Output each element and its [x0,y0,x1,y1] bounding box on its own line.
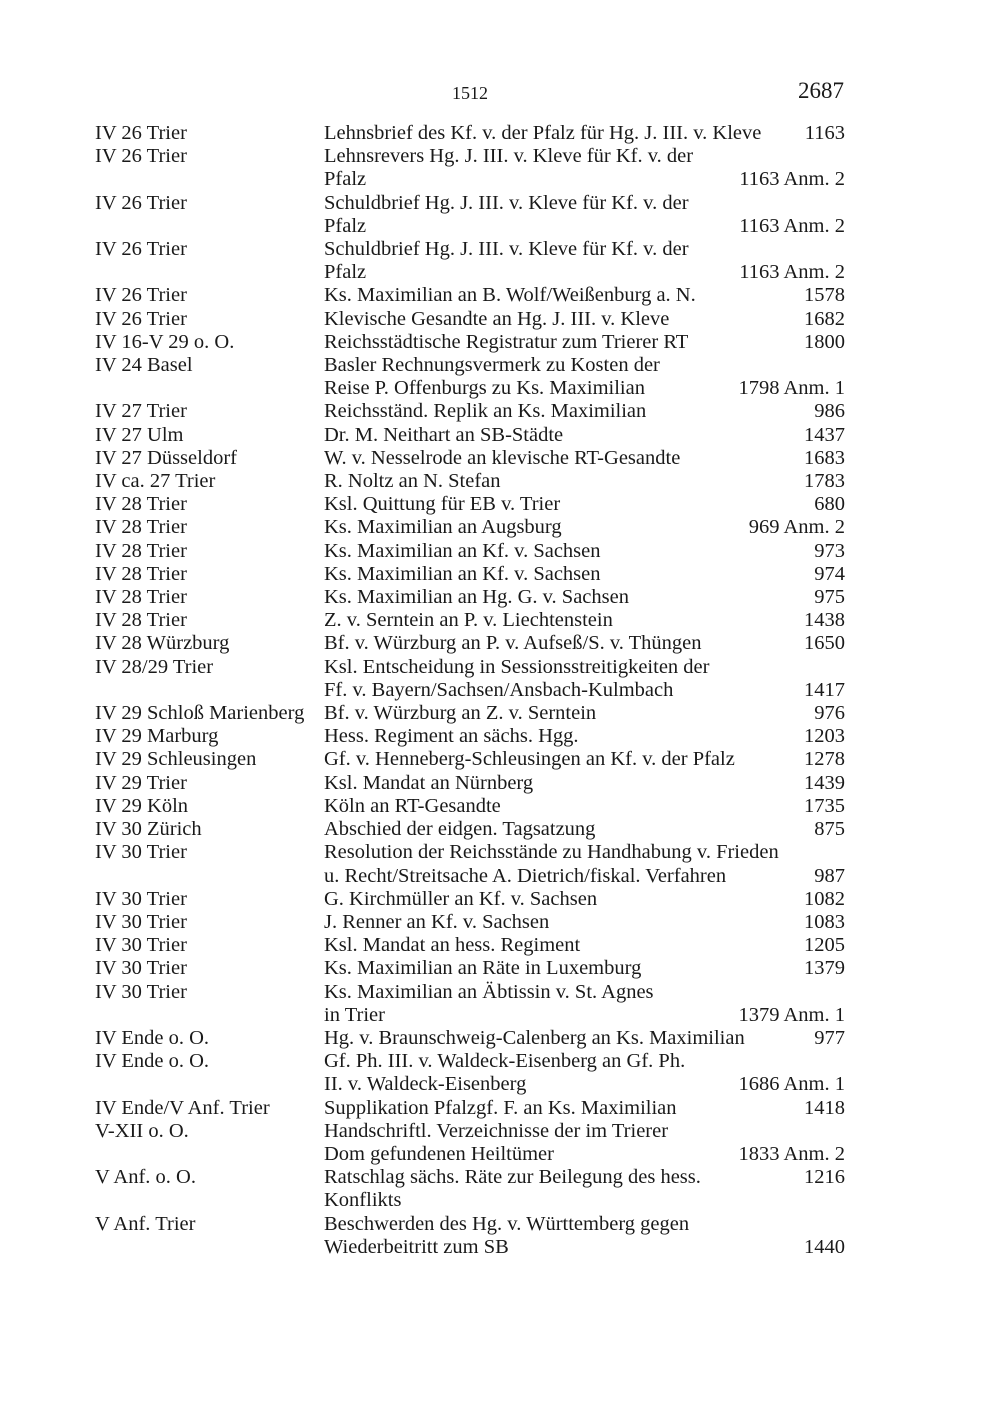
entry-reference: 1278 [804,748,845,771]
entry-date: IV 28/29 Trier [95,655,214,678]
entry-description: Dom gefundenen Heiltümer [324,1142,554,1165]
entry-reference: 1163 [804,122,845,144]
entry-description: Ks. Maximilian an Augsburg [324,516,562,539]
entry-body [324,1120,845,1166]
register-entry [95,981,845,1027]
entry-description: Reise P. Offenburgs zu Ks. Maximilian [324,377,645,400]
entry-description: Gf. Ph. III. v. Waldeck-Eisenberg an Gf. Ph. [324,1050,686,1073]
entry-description: Reichsstädtische Registratur zum Trierer RT [324,330,689,353]
entry-body [324,586,845,609]
entry-description: Ksl. Entscheidung in Sessionsstreitigkeiten der [324,655,710,678]
entry-description: Ks. Maximilian an Räte in Luxemburg [324,957,642,980]
entry-line [324,424,845,447]
entry-reference: 875 [814,818,845,841]
register-list [95,122,845,1259]
entry-description: Schuldbrief Hg. J. III. v. Kleve für Kf. v. der [324,191,689,214]
entry-description: Pfalz [324,168,367,191]
entry-date: IV 28 Trier [95,562,187,585]
entry-body [324,632,845,655]
register-entry [95,795,845,818]
entry-body [324,1213,845,1259]
entry-line [324,470,845,493]
entry-reference: 973 [814,539,845,562]
entry-line [324,1073,845,1096]
entry-line [324,1236,845,1259]
entry-description: Ratschlag sächs. Räte zur Beilegung des hess. [324,1166,701,1189]
entry-description: Ksl. Mandat an hess. Regiment [324,934,581,957]
entry-date: IV 29 Schleusingen [95,748,257,771]
register-entry [95,772,845,795]
entry-description: W. v. Nesselrode an klevische RT-Gesandte [324,446,681,469]
entry-date: IV Ende/V Anf. Trier [95,1096,270,1119]
entry-line [324,215,845,238]
entry-line [324,331,845,354]
entry-reference: 1798 Anm. 1 [738,377,845,400]
entry-description: Abschied der eidgen. Tagsatzung [324,818,596,841]
entry-date: V Anf. Trier [95,1212,196,1235]
register-entry [95,331,845,354]
entry-reference: 975 [814,586,845,609]
entry-description: R. Noltz an N. Stefan [324,470,501,493]
entry-body [324,888,845,911]
register-entry [95,586,845,609]
entry-date: IV Ende o. O. [95,1026,210,1049]
entry-body [324,470,845,493]
entry-line [324,284,845,307]
entry-description: Resolution der Reichsstände zu Handhabung v. Frieden [324,841,779,864]
entry-reference: 1800 [804,330,845,353]
entry-line [324,865,845,888]
entry-description: Ksl. Mandat an Nürnberg [324,771,534,794]
entry-description: Köln an RT-Gesandte [324,794,501,817]
entry-reference: 1163 Anm. 2 [739,214,845,237]
entry-body [324,145,845,191]
register-entry [95,400,845,423]
entry-line [324,702,845,725]
entry-reference: 1682 [804,307,845,330]
entry-reference: 1683 [804,446,845,469]
entry-reference: 1205 [804,934,845,957]
entry-description: J. Renner an Kf. v. Sachsen [324,910,550,933]
entry-date: IV 26 Trier [95,145,187,168]
entry-body [324,122,845,145]
entry-line [324,818,845,841]
entry-reference: 977 [814,1026,845,1049]
entry-reference: 1203 [804,725,845,748]
entry-body [324,1097,845,1120]
entry-reference: 1578 [804,284,845,307]
entry-date: IV 28 Trier [95,493,187,516]
entry-body [324,1027,845,1050]
entry-date: IV 30 Trier [95,957,187,980]
entry-line [324,377,845,400]
entry-body [324,772,845,795]
entry-date: IV 28 Trier [95,609,187,632]
register-entry [95,1120,845,1166]
entry-description: Ks. Maximilian an B. Wolf/Weißenburg a. N. [324,284,696,307]
register-entry [95,122,845,145]
register-entry [95,1097,845,1120]
entry-body [324,331,845,354]
entry-line [324,1027,845,1050]
entry-description: Wiederbeitritt zum SB [324,1235,509,1258]
entry-line [324,748,845,771]
entry-date: IV 27 Trier [95,400,187,423]
entry-line [324,1004,845,1027]
entry-line [324,934,845,957]
entry-date: IV ca. 27 Trier [95,470,216,493]
entry-line [324,632,845,655]
entry-reference: 1437 [804,423,845,446]
register-entry [95,354,845,400]
entry-description: Ks. Maximilian an Äbtissin v. St. Agnes [324,980,654,1003]
entry-description: Bf. v. Würzburg an P. v. Aufseß/S. v. Thüngen [324,632,702,655]
entry-body [324,540,845,563]
entry-date: V-XII o. O. [95,1119,189,1142]
register-entry [95,748,845,771]
entry-date: IV 30 Zürich [95,818,202,841]
register-entry [95,632,845,655]
register-entry [95,609,845,632]
entry-line [324,725,845,748]
register-entry [95,424,845,447]
entry-reference: 1735 [804,794,845,817]
entry-body [324,795,845,818]
entry-description: in Trier [324,1003,385,1026]
entry-line [324,1166,845,1189]
entry-date: IV 29 Trier [95,771,187,794]
register-entry [95,725,845,748]
entry-description: Dr. M. Neithart an SB-Städte [324,423,564,446]
entry-date: IV 30 Trier [95,841,187,864]
entry-body [324,748,845,771]
entry-line [324,795,845,818]
entry-body [324,1166,845,1212]
entry-description: u. Recht/Streitsache A. Dietrich/fiskal. Verfahren [324,864,727,887]
entry-body [324,516,845,539]
entry-line [324,586,845,609]
entry-date: IV 30 Trier [95,980,187,1003]
entry-reference: 986 [814,400,845,423]
entry-date: IV 30 Trier [95,910,187,933]
register-entry [95,1166,845,1212]
entry-body [324,702,845,725]
register-entry [95,145,845,191]
entry-description: Ks. Maximilian an Hg. G. v. Sachsen [324,586,629,609]
entry-line [324,609,845,632]
entry-description: Handschriftl. Verzeichnisse der im Trierer [324,1119,669,1142]
register-entry [95,447,845,470]
entry-date: IV Ende o. O. [95,1050,210,1073]
register-entry [95,284,845,307]
entry-reference: 1439 [804,771,845,794]
entry-line [324,679,845,702]
entry-body [324,911,845,934]
entry-body [324,934,845,957]
entry-description: Ks. Maximilian an Kf. v. Sachsen [324,539,601,562]
entry-date: IV 28 Trier [95,586,187,609]
entry-body [324,424,845,447]
entry-body [324,725,845,748]
entry-date: IV 29 Köln [95,794,189,817]
register-entry [95,238,845,284]
register-entry [95,656,845,702]
register-entry [95,957,845,980]
entry-body [324,354,845,400]
entry-line [324,261,845,284]
entry-body [324,841,845,887]
entry-body [324,1050,845,1096]
entry-line [324,772,845,795]
entry-date: IV 26 Trier [95,191,187,214]
entry-description: Ksl. Quittung für EB v. Trier [324,493,561,516]
entry-date: IV 29 Schloß Marienberg [95,702,305,725]
entry-line [324,888,845,911]
entry-reference: 1082 [804,887,845,910]
entry-description: Pfalz [324,214,367,237]
entry-date: V Anf. o. O. [95,1166,196,1189]
entry-body [324,957,845,980]
entry-date: IV 27 Düsseldorf [95,446,237,469]
entry-line [324,1143,845,1166]
entry-body [324,447,845,470]
entry-line [324,168,845,191]
entry-line [324,400,845,423]
entry-line [324,911,845,934]
register-entry [95,192,845,238]
entry-reference: 1650 [804,632,845,655]
register-entry [95,934,845,957]
entry-date: IV 26 Trier [95,122,187,144]
entry-body [324,192,845,238]
entry-body [324,284,845,307]
entry-date: IV 16-V 29 o. O. [95,330,235,353]
entry-reference: 1083 [804,910,845,933]
entry-description: Ff. v. Bayern/Sachsen/Ansbach-Kulmbach [324,678,674,701]
entry-date: IV 27 Ulm [95,423,184,446]
entry-date: IV 29 Marburg [95,725,219,748]
page-number: 2687 [798,78,844,103]
entry-description: Supplikation Pfalzgf. F. an Ks. Maximilian [324,1096,677,1119]
entry-reference: 1418 [804,1096,845,1119]
entry-description: Ks. Maximilian an Kf. v. Sachsen [324,562,601,585]
entry-reference: 969 Anm. 2 [748,516,845,539]
entry-description: Hess. Regiment an sächs. Hgg. [324,725,579,748]
entry-date: IV 30 Trier [95,887,187,910]
register-entry [95,493,845,516]
entry-date: IV 30 Trier [95,934,187,957]
entry-line [324,1097,845,1120]
entry-date: IV 26 Trier [95,238,187,261]
entry-description: Schuldbrief Hg. J. III. v. Kleve für Kf. v. der [324,238,689,261]
entry-line [324,122,845,145]
entry-reference: 1163 Anm. 2 [739,168,845,191]
register-entry [95,1050,845,1096]
register-entry [95,470,845,493]
entry-line [324,563,845,586]
register-entry [95,563,845,586]
entry-description: Konflikts [324,1189,402,1212]
entry-description: Hg. v. Braunschweig-Calenberg an Ks. Maximilian [324,1026,745,1049]
entry-description: Basler Rechnungsvermerk zu Kosten der [324,354,660,377]
register-entry [95,1213,845,1259]
entry-date: IV 24 Basel [95,354,193,377]
entry-reference: 680 [814,493,845,516]
entry-description: Beschwerden des Hg. v. Württemberg gegen [324,1212,690,1235]
entry-reference: 976 [814,702,845,725]
entry-body [324,400,845,423]
entry-description: Pfalz [324,261,367,284]
entry-description: Lehnsrevers Hg. J. III. v. Kleve für Kf. v. der [324,145,694,168]
entry-body [324,609,845,632]
entry-date: IV 28 Trier [95,539,187,562]
entry-date: IV 28 Trier [95,516,187,539]
entry-reference: 1783 [804,470,845,493]
entry-body [324,493,845,516]
register-entry [95,818,845,841]
register-entry [95,888,845,911]
page-header [0,78,1004,108]
entry-line [324,447,845,470]
register-entry [95,702,845,725]
register-entry [95,911,845,934]
entry-reference: 1417 [804,678,845,701]
entry-line [324,516,845,539]
entry-reference: 1686 Anm. 1 [738,1073,845,1096]
entry-body [324,238,845,284]
register-entry [95,1027,845,1050]
entry-description: Reichsständ. Replik an Ks. Maximilian [324,400,647,423]
entry-reference: 1163 Anm. 2 [739,261,845,284]
entry-description: G. Kirchmüller an Kf. v. Sachsen [324,887,598,910]
entry-description: Lehnsbrief des Kf. v. der Pfalz für Hg. J. III. v. Kleve [324,122,762,144]
register-entry [95,841,845,887]
entry-line [324,308,845,331]
entry-line [324,957,845,980]
entry-description: Klevische Gesandte an Hg. J. III. v. Kleve [324,307,670,330]
entry-line [324,493,845,516]
entry-description: II. v. Waldeck-Eisenberg [324,1073,527,1096]
entry-description: Gf. v. Henneberg-Schleusingen an Kf. v. der Pfalz [324,748,735,771]
entry-reference: 1833 Anm. 2 [738,1142,845,1165]
entry-body [324,308,845,331]
entry-body [324,656,845,702]
entry-reference: 1379 Anm. 1 [738,1003,845,1026]
register-entry [95,308,845,331]
register-entry [95,540,845,563]
entry-reference: 1438 [804,609,845,632]
entry-reference: 974 [814,562,845,585]
entry-reference: 1216 [804,1166,845,1189]
entry-description: Bf. v. Würzburg an Z. v. Serntein [324,702,597,725]
entry-reference: 1379 [804,957,845,980]
entry-reference: 987 [814,864,845,887]
entry-reference: 1440 [804,1235,845,1258]
register-entry [95,516,845,539]
entry-date: IV 26 Trier [95,307,187,330]
page-year: 1512 [452,83,488,103]
entry-description: Z. v. Serntein an P. v. Liechtenstein [324,609,613,632]
entry-line [324,540,845,563]
entry-body [324,818,845,841]
entry-body [324,981,845,1027]
entry-body [324,563,845,586]
entry-date: IV 26 Trier [95,284,187,307]
entry-date: IV 28 Würzburg [95,632,230,655]
